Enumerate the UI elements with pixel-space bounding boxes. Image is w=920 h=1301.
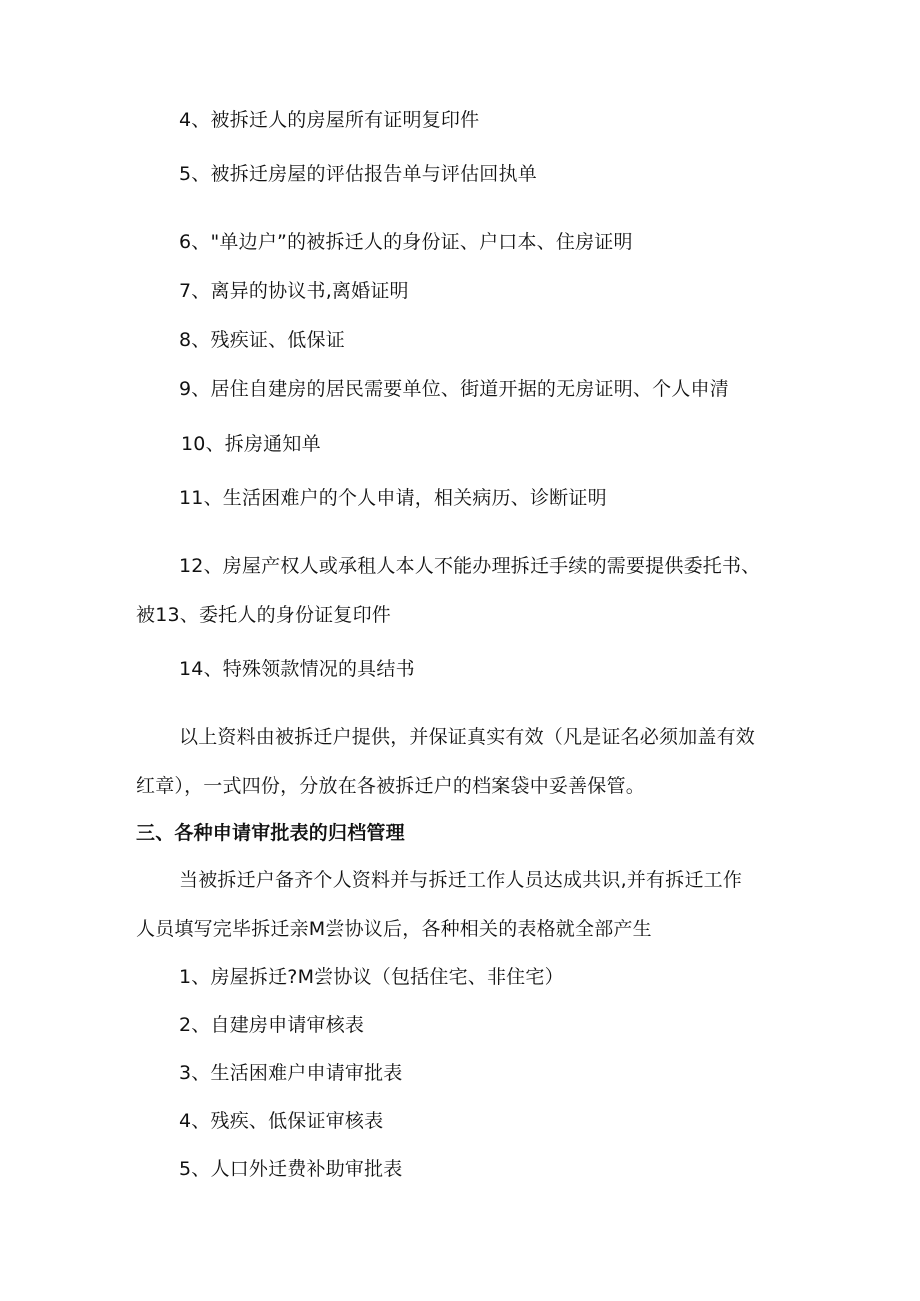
intro-paragraph-line: 人员填写完毕拆迁亲M尝协议后，各种相关的表格就全部产生 [136,918,652,940]
list-item: 9、居住自建房的居民需要单位、街道开据的无房证明、个人申清 [179,378,729,400]
note-paragraph-line: 红章），一式四份，分放在各被拆迁户的档案袋中妥善保管。 [136,775,645,797]
list-item: 5、人口外迁费补助审批表 [179,1158,403,1180]
note-paragraph-line: 以上资料由被拆迁户提供，并保证真实有效（凡是证名必须加盖有效 [179,726,756,748]
list-item: 14、特殊领款情况的具结书 [179,658,415,680]
list-item: 5、被拆迁房屋的评估报告单与评估回执单 [179,163,537,185]
list-item: 6、"单边户”的被拆迁人的身份证、户口本、住房证明 [179,231,633,253]
list-item: 4、被拆迁人的房屋所有证明复印件 [179,109,480,131]
list-item: 4、残疾、低保证审核表 [179,1110,384,1132]
list-item: 3、生活困难户申请审批表 [179,1062,403,1084]
list-item: 8、残疾证、低保证 [179,329,345,351]
list-item: 2、自建房申请审核表 [179,1014,365,1036]
list-item: 7、离异的协议书,离婚证明 [179,280,409,302]
list-item: 12、房屋产权人或承租人本人不能办理拆迁手续的需要提供委托书、 [179,555,761,577]
list-item: 1、房屋拆迁?M尝协议（包括住宅、非住宅） [179,966,564,988]
list-item-continuation: 被13、委托人的身份证复印件 [136,604,391,626]
section-heading: 三、各种申请审批表的归档管理 [136,822,405,844]
intro-paragraph-line: 当被拆迁户备齐个人资料并与拆迁工作人员达成共识,并有拆迁工作 [179,869,743,891]
list-item: 11、生活困难户的个人申请，相关病历、诊断证明 [179,487,607,509]
list-item: 10、拆房通知单 [181,433,321,455]
